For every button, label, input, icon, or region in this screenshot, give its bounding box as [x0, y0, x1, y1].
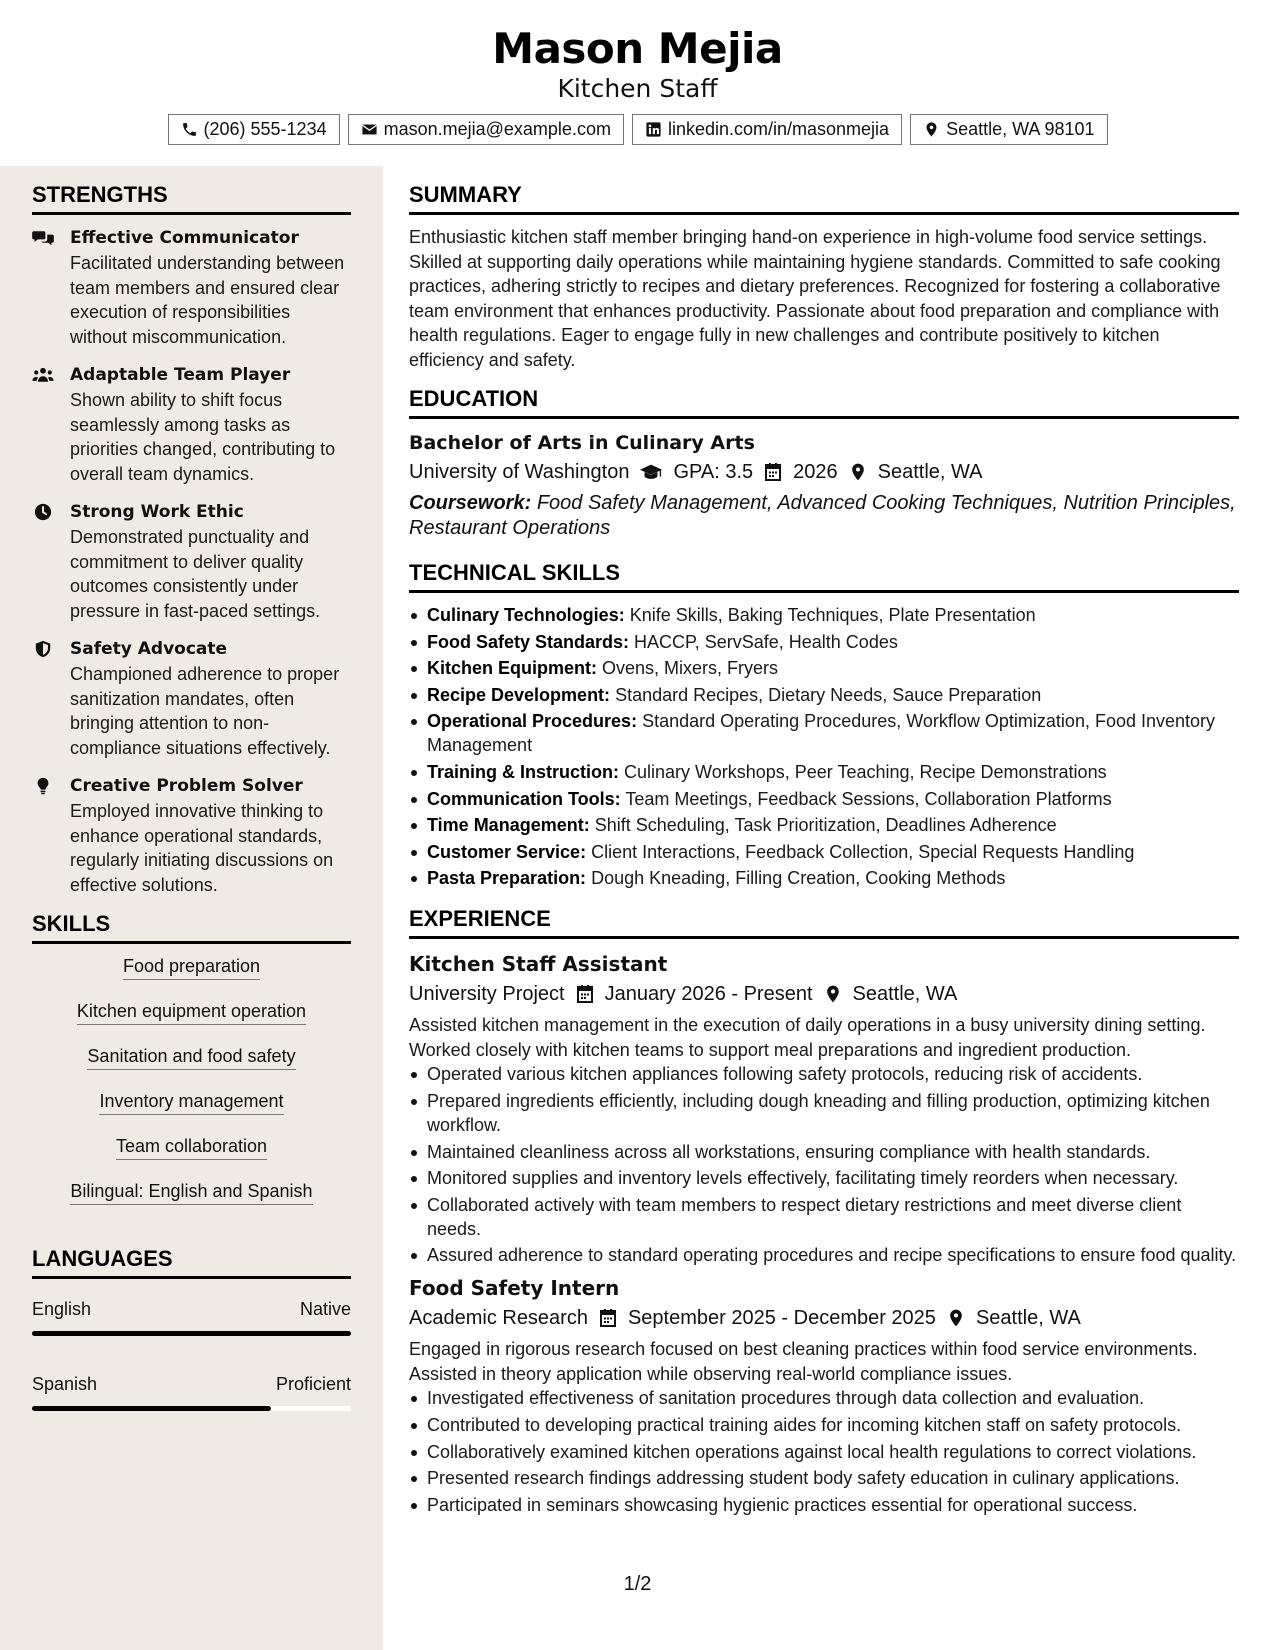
- skill-values: Standard Operating Procedures, Workflow Optimization, Food Inventory Management: [427, 711, 1216, 756]
- language-item: [32, 1372, 351, 1411]
- skill-category: Time Management:: [427, 815, 590, 836]
- skill-category: Operational Procedures:: [427, 711, 638, 732]
- skills-heading: SKILLS: [32, 911, 351, 944]
- map-pin-icon: [823, 984, 843, 1004]
- language-proficiency-bar: [32, 1406, 351, 1411]
- language-name: English: [32, 1299, 92, 1319]
- job-description: Engaged in rigorous research focused on best cleaning practices within food service environments. Assisted in theory application while observing real-world compliance issues.: [409, 1339, 1198, 1384]
- contact-phone[interactable]: [168, 114, 340, 145]
- list-item: Presented research findings addressing student body safety education in culinary applications.: [409, 1466, 1239, 1490]
- language-item: [32, 1297, 351, 1336]
- language-level: Proficient: [275, 1374, 351, 1394]
- coursework-label: Coursework:: [409, 492, 532, 514]
- strength-item: [32, 225, 351, 349]
- skill-tag: Inventory management: [99, 1089, 283, 1115]
- strength-desc: Shown ability to shift focus seamlessly among tasks as priorities changed, contributing to overall team dynamics.: [70, 390, 336, 484]
- gpa: GPA: 3.5: [673, 461, 754, 483]
- skill-category: Recipe Development:: [427, 684, 611, 705]
- list-item: [409, 709, 1239, 757]
- strength-title: Safety Advocate: [70, 639, 228, 659]
- map-pin-icon: [923, 121, 940, 138]
- contact-linkedin-text: linkedin.com/in/masonmejia: [667, 119, 890, 139]
- skill-values: Knife Skills, Baking Techniques, Plate Presentation: [629, 605, 1036, 625]
- strength-title: Creative Problem Solver: [70, 776, 303, 796]
- contact-location[interactable]: [910, 114, 1107, 145]
- sidebar: [0, 166, 383, 1650]
- list-item: Operated various kitchen appliances following safety protocols, reducing risk of accidents.: [409, 1062, 1239, 1086]
- job-title: Food Safety Intern: [409, 1276, 620, 1301]
- graduation-year: 2026: [793, 461, 838, 483]
- skill-values: Shift Scheduling, Task Prioritization, Deadlines Adherence: [594, 815, 1057, 836]
- lightbulb-icon: [32, 777, 54, 795]
- coursework: [409, 491, 1239, 540]
- strength-title: Adaptable Team Player: [70, 365, 291, 385]
- job-title: Kitchen Staff Assistant: [409, 952, 668, 977]
- job-location: Seattle, WA: [852, 983, 958, 1006]
- language-proficiency-fill: [32, 1406, 271, 1411]
- skill-values: Ovens, Mixers, Fryers: [602, 658, 779, 679]
- calendar-icon: [575, 984, 595, 1004]
- list-item: [409, 603, 1239, 627]
- page-number: 1/2: [623, 1573, 652, 1595]
- job-meta: [409, 979, 1239, 1009]
- skill-category: Customer Service:: [427, 841, 587, 862]
- summary-heading: SUMMARY: [409, 182, 1239, 215]
- degree-title: Bachelor of Arts in Culinary Arts: [409, 432, 755, 454]
- strength-desc: Facilitated understanding between team members and ensured clear execution of responsibilities without miscommunication.: [70, 253, 345, 347]
- list-item: [409, 683, 1239, 707]
- job-location: Seattle, WA: [975, 1307, 1081, 1330]
- resume-header: [0, 0, 1275, 166]
- school-name: University of Washington: [409, 461, 630, 483]
- job-description: Assisted kitchen management in the execution of daily operations in a busy university dining setting. Worked closely with kitchen teams to support meal preparations and ingredient production.: [409, 1015, 1206, 1060]
- language-proficiency-fill: [32, 1331, 351, 1336]
- strength-title: Strong Work Ethic: [70, 502, 244, 522]
- language-name: Spanish: [32, 1374, 98, 1394]
- list-item: Maintained cleanliness across all workstations, ensuring compliance with health standards.: [409, 1140, 1239, 1164]
- strength-item: [32, 636, 351, 760]
- skill-category: Kitchen Equipment:: [427, 658, 597, 679]
- list-item: Collaboratively examined kitchen operations against local health regulations to correct violations.: [409, 1440, 1239, 1464]
- main-content: [409, 166, 1239, 1519]
- calendar-icon: [763, 462, 783, 482]
- contact-linkedin[interactable]: [632, 114, 902, 145]
- map-pin-icon: [848, 462, 868, 482]
- job-entry: [409, 949, 1239, 1267]
- education-heading: EDUCATION: [409, 386, 1239, 419]
- skills-list: [32, 954, 351, 1224]
- strength-desc: Demonstrated punctuality and commitment to deliver quality outcomes consistently under pressure in fast-paced settings.: [70, 527, 321, 621]
- linkedin-icon: [645, 121, 662, 138]
- candidate-title: Kitchen Staff: [557, 74, 718, 103]
- strength-desc: Championed adherence to proper sanitization mandates, often bringing attention to non-compliance situations effectively.: [70, 664, 340, 758]
- skill-category: Communication Tools:: [427, 788, 621, 809]
- language-level: Native: [299, 1299, 351, 1319]
- skill-category: Pasta Preparation:: [427, 868, 587, 889]
- candidate-name: Mason Mejia: [492, 24, 783, 73]
- strength-item: [32, 773, 351, 897]
- list-item: [409, 866, 1239, 890]
- job-meta: [409, 1303, 1239, 1333]
- coursework-text: Food Safety Management, Advanced Cooking Techniques, Nutrition Principles, Restaurant Operations: [409, 492, 1236, 539]
- skill-values: Client Interactions, Feedback Collection, Special Requests Handling: [591, 841, 1135, 862]
- strengths-heading: STRENGTHS: [32, 182, 351, 215]
- shield-icon: [32, 640, 54, 658]
- strength-item: [32, 362, 351, 486]
- list-item: Participated in seminars showcasing hygienic practices essential for operational success.: [409, 1493, 1239, 1517]
- skill-values: HACCP, ServSafe, Health Codes: [634, 631, 898, 652]
- envelope-icon: [361, 121, 378, 138]
- contact-email[interactable]: [348, 114, 624, 145]
- job-dates: September 2025 - December 2025: [627, 1307, 936, 1330]
- graduation-cap-icon: [639, 462, 663, 482]
- list-item: Collaborated actively with team members to respect dietary restrictions and meet diverse client needs.: [409, 1193, 1239, 1241]
- list-item: Investigated effectiveness of sanitation procedures through data collection and evaluation.: [409, 1386, 1239, 1410]
- technical-skills-heading: TECHNICAL SKILLS: [409, 560, 1239, 593]
- job-bullets: [409, 1062, 1239, 1267]
- list-item: [409, 813, 1239, 837]
- strength-desc: Employed innovative thinking to enhance operational standards, regularly initiating discussions on effective solutions.: [70, 801, 334, 895]
- list-item: [409, 787, 1239, 811]
- skill-tag: Sanitation and food safety: [87, 1044, 295, 1070]
- education-meta: [409, 457, 1239, 487]
- skill-values: Standard Recipes, Dietary Needs, Sauce Preparation: [615, 684, 1042, 705]
- list-item: [409, 840, 1239, 864]
- skill-tag: Team collaboration: [116, 1134, 267, 1160]
- clock-icon: [32, 503, 54, 521]
- strength-title: Effective Communicator: [70, 228, 299, 248]
- list-item: Contributed to developing practical training aides for incoming kitchen staff on safety protocols.: [409, 1413, 1239, 1437]
- experience-heading: EXPERIENCE: [409, 906, 1239, 939]
- summary-text: Enthusiastic kitchen staff member bringing hand-on experience in high-volume food service settings. Skilled at supporting daily operations while maintaining hygiene standards. Committed to safe cooking practices, adhering strictly to recipes and dietary preferences. Recognized for fostering a collaborative team environment that enhances productivity. Passionate about food preparation and compliance with health regulations. Eager to engage fully in new challenges and contribute positively to kitchen efficiency and safety.: [409, 227, 1221, 370]
- job-org: Academic Research: [409, 1307, 588, 1330]
- list-item: [409, 760, 1239, 784]
- skill-category: Training & Instruction:: [427, 761, 619, 782]
- language-proficiency-bar: [32, 1331, 351, 1336]
- list-item: Assured adherence to standard operating procedures and recipe specifications to ensure food quality.: [409, 1243, 1239, 1267]
- list-item: [409, 656, 1239, 680]
- skill-category: Culinary Technologies:: [427, 605, 625, 625]
- skill-values: Culinary Workshops, Peer Teaching, Recipe Demonstrations: [624, 761, 1107, 782]
- job-bullets: [409, 1386, 1239, 1516]
- list-item: [409, 630, 1239, 654]
- list-item: Monitored supplies and inventory levels effectively, facilitating timely reorders when necessary.: [409, 1166, 1239, 1190]
- list-item: Prepared ingredients efficiently, including dough kneading and filling production, optimizing kitchen workflow.: [409, 1089, 1239, 1137]
- languages-heading: LANGUAGES: [32, 1246, 351, 1279]
- map-pin-icon: [946, 1308, 966, 1328]
- skill-category: Food Safety Standards:: [427, 631, 630, 652]
- phone-icon: [181, 121, 198, 138]
- job-entry: [409, 1273, 1239, 1516]
- contact-location-text: Seattle, WA 98101: [946, 119, 1095, 139]
- strength-item: [32, 499, 351, 623]
- job-dates: January 2026 - Present: [604, 983, 813, 1006]
- contact-bar: [0, 114, 1275, 145]
- technical-skills-list: [409, 603, 1239, 890]
- contact-email-text: mason.mejia@example.com: [383, 119, 611, 139]
- job-org: University Project: [409, 983, 565, 1006]
- education-location: Seattle, WA: [877, 461, 983, 483]
- skill-values: Dough Kneading, Filling Creation, Cooking Methods: [591, 868, 1006, 889]
- skill-tag: Bilingual: English and Spanish: [70, 1179, 312, 1205]
- skill-values: Team Meetings, Feedback Sessions, Collaboration Platforms: [625, 788, 1112, 809]
- contact-phone-text: (206) 555-1234: [203, 119, 327, 139]
- skill-tag: Food preparation: [123, 954, 260, 980]
- calendar-icon: [598, 1308, 618, 1328]
- skill-tag: Kitchen equipment operation: [77, 999, 306, 1025]
- chat-bubbles-icon: [32, 229, 54, 247]
- users-icon: [32, 366, 54, 384]
